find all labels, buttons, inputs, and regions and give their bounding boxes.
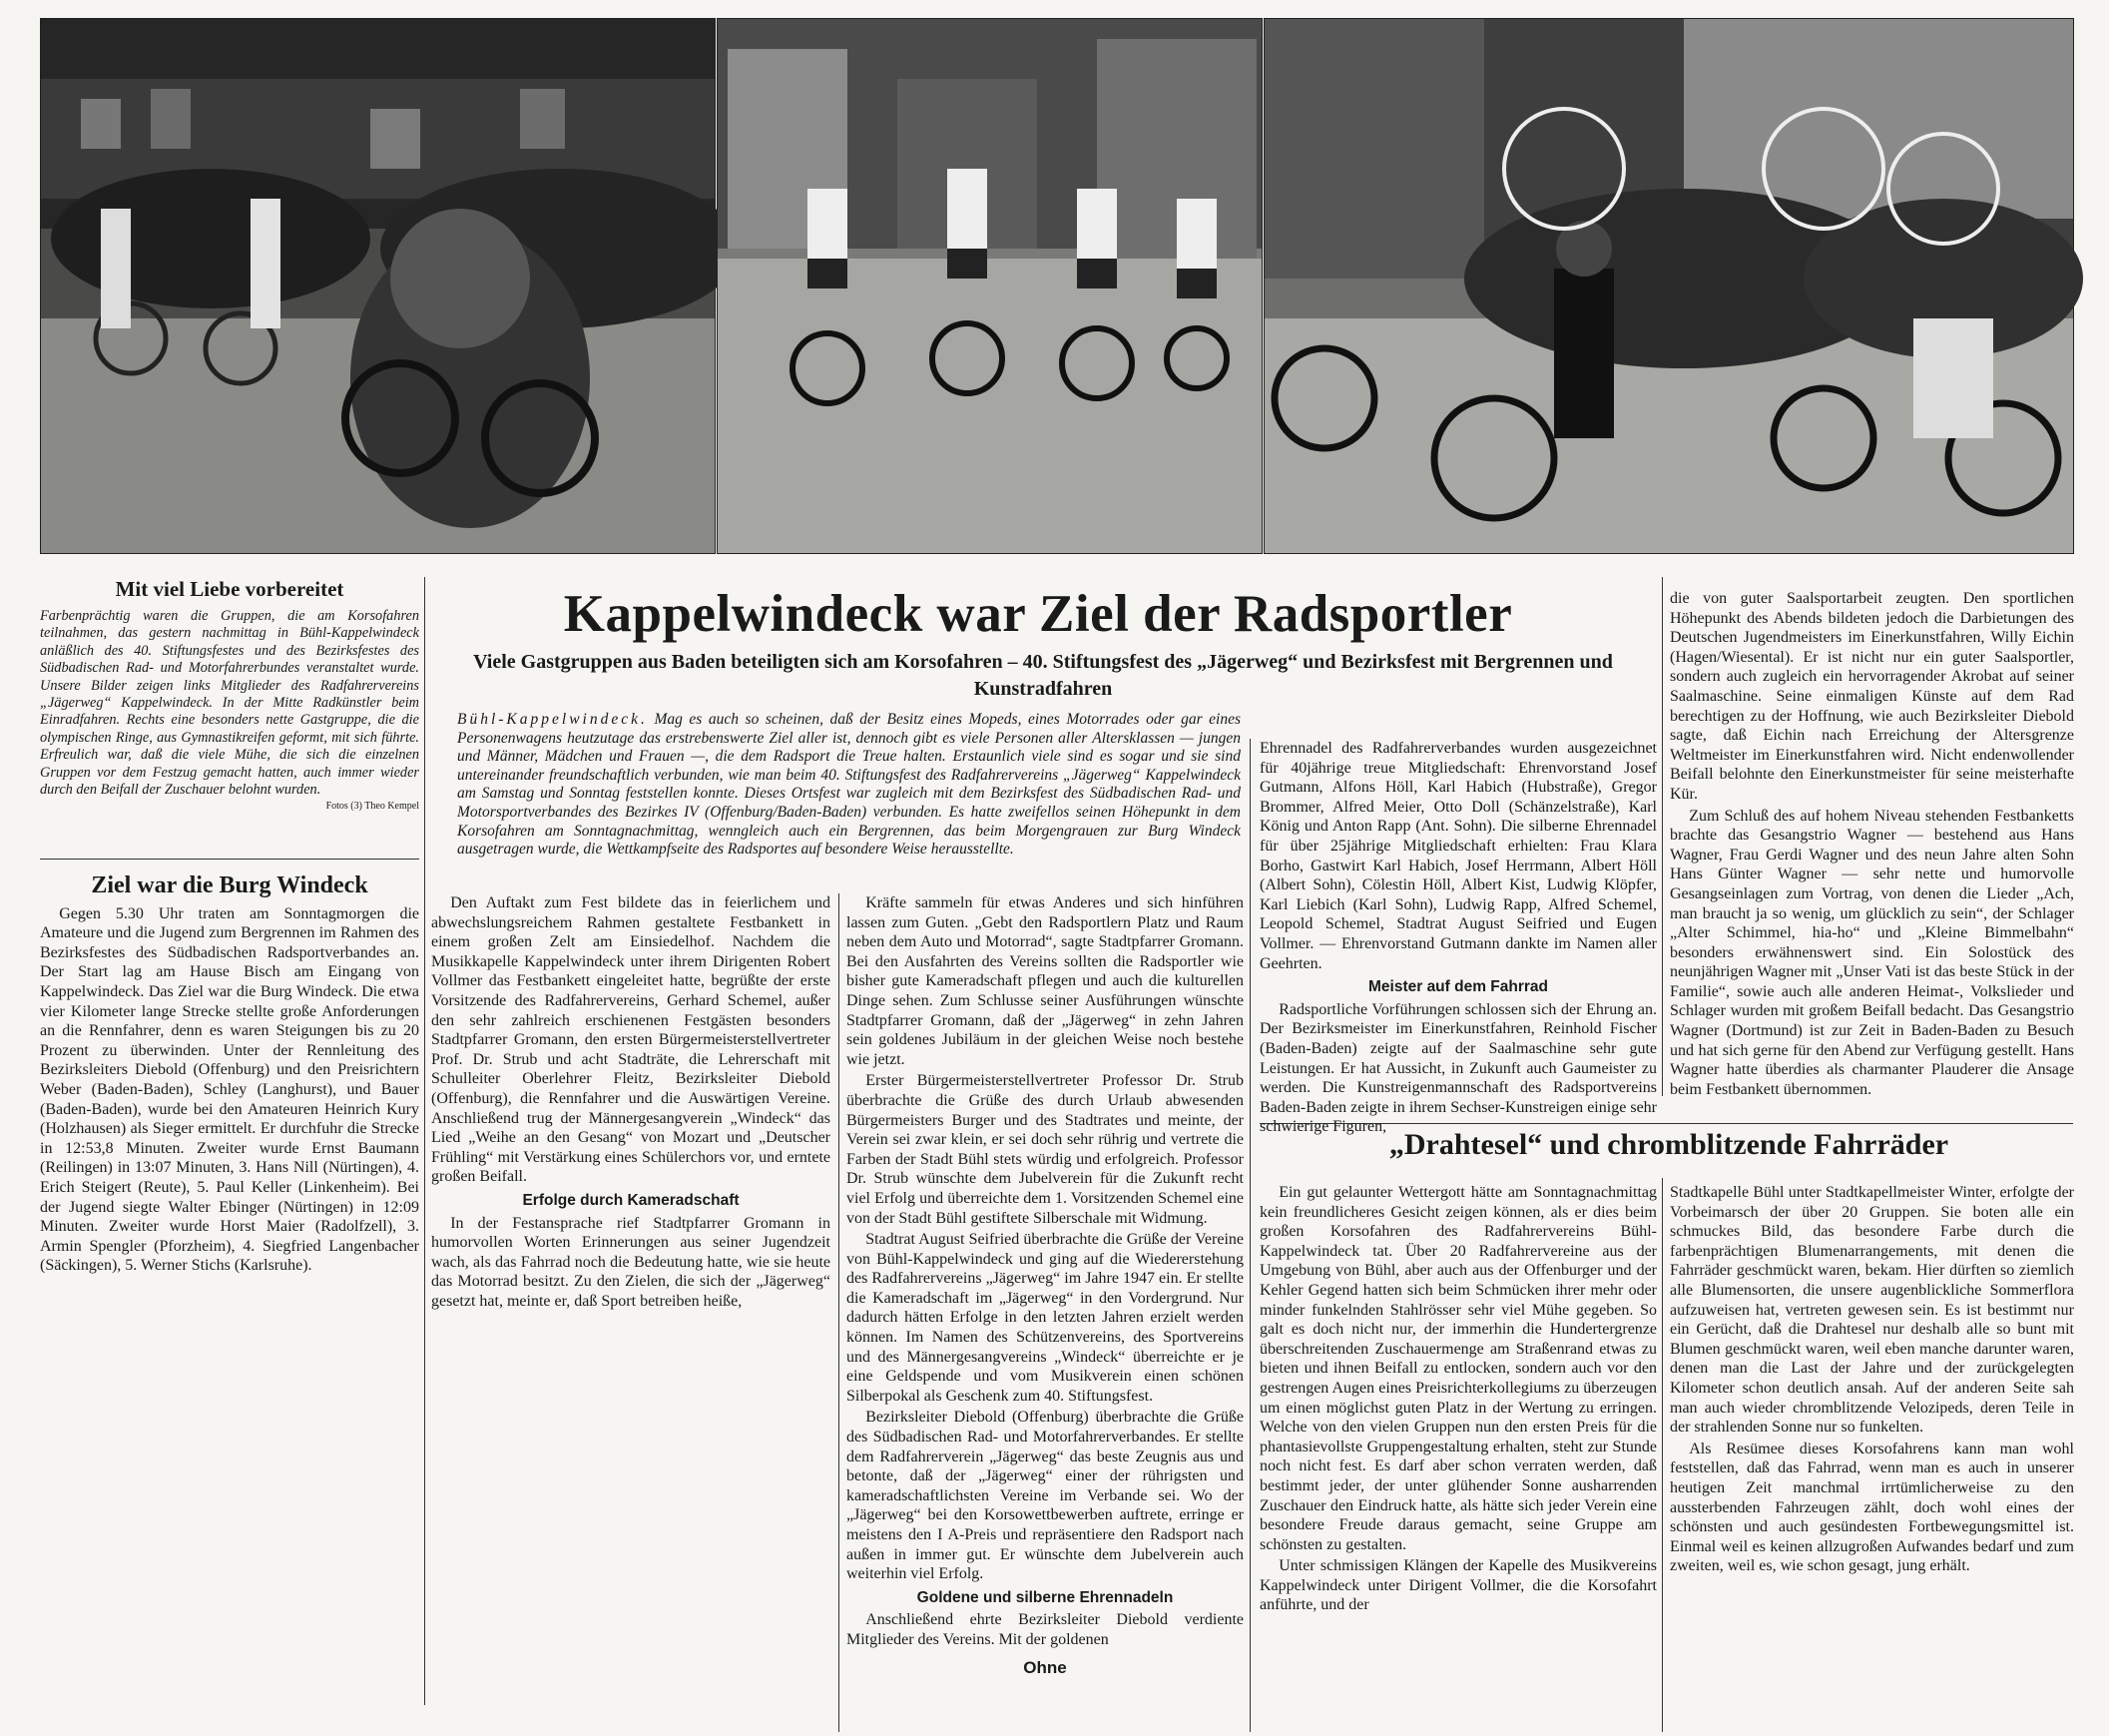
- column-rule: [1662, 1178, 1663, 1732]
- article-subheadline: Viele Gastgruppen aus Baden beteiligten sich am Korsofahren – 40. Stiftungsfest des „Jägerweg“ und Bezirksfest mit Bergrennen und Kunstradfahren: [473, 651, 1613, 700]
- paragraph: Unter schmissigen Klängen der Kapelle des Musikvereins Kappelwindeck unter Dirigent Vollmer, die die Korsofahrt anführte, und der: [1260, 1557, 1657, 1614]
- photo-olympic-rings-group: [1264, 18, 2074, 554]
- caption-title: Mit viel Liebe vorbereitet: [115, 577, 344, 601]
- paragraph: Ein gut gelaunter Wettergott hätte am Sonntagnachmittag kein freundlicheres Gesicht zeigen können, als er dies beim großen Korsofahren des Radfahrervereins Bühl-Kappelwindeck tat. Über 20 Radfahrervereine aus der Umgebung von Bühl, aber auch aus der Offenburger und der Kehler Gegend hatten sich beim Schmücken ihrer mehr oder minder funkelnden Stahlrösser sehr viel Mühe gegeben. So galt es doch nicht nur, der immerhin die Hundertergrenze überschreitenden Zuschauermenge am Straßenrand etwas zu bieten und ihnen Beifall zu entlocken, sondern auch vor den gestrengen Augen eines Preisrichterkollegiums zu überzeugen um einen möglichst guten Platz in der Wertung zu erringen. Welche von den vielen Gruppen nun den ersten Preis für die phantasievollste Gruppengestaltung erhalten, steht zur Stunde noch nicht fest. Es darf aber schon verraten werden, daß bestimmt jeder, der unter glühender Sonne ausharrenden Zuschauer den Eindruck hatte, als hätte sich jeder Verein eine besondere Freude daraus gemacht, seine Gruppe am schönsten zu gestalten.: [1260, 1184, 1657, 1553]
- column-rule: [1662, 577, 1663, 1096]
- paragraph: Ehrennadel des Radfahrerverbandes wurden ausgezeichnet für 40jährige treue Mitgliedschaft: Ehrenvorstand Josef Gutmann, Alfons Höll, Karl Habich (Hubstraße), Gregor Brommer, Alfred Meier, Otto Doll (Schänzelstraße), Karl König und Anton Rapp (Ant. Sohn). Die silberne Ehrennadel für über 25jährige Mitgliedschaft erhielten: Frau Klara Borho, Gastwirt Karl Habich, Josef Herrmann, Albert Höll (Albert Sohn), Cölestin Höll, Albert Kist, Ludwig Klöpfer, Karl Liebich (Karl Sohn), Ludwig Rapp, Alfred Schemel, Leopold Schemel, Stadtrat August Seifried und Eugen Vollmer. — Ehrenvorstand Gutmann dankte im Namen aller Geehrten.: [1260, 740, 1657, 972]
- ziel-section: [40, 872, 419, 1396]
- ziel-text: Gegen 5.30 Uhr traten am Sonntagmorgen die Amateure und die Jugend zum Bergrennen im Rahmen des Bezirksfestes des Südbadischen Radsportverbandes an. Der Start lag am Hause Bisch am Eingang von Kappelwindeck. Das Ziel war die Burg Windeck. Die etwa vier Kilometer lange Strecke stellte große Anforderungen an die Rennfahrer, denn es waren Steigungen bis zu 20 Prozent zu überwinden. Unter der Rennleitung des Bezirksleiters Diebold (Offenburg) und den Preisrichtern Weber (Baden-Baden), Schley (Langhurst), und Bauer (Baden-Baden), wurde bei den Amateuren Heinrich Kury (Holzhausen) als Sieger ermittelt. Er durchfuhr die Strecke in 12:53,8 Minuten. Zweiter wurde Ernst Baumann (Reilingen) in 13:07 Minuten, 3. Hans Nill (Nürtingen), 4. Erich Steigert (Reute), 5. Paul Keller (Linkenheim). Bei der Jugend siegte Walter Ebinger (Nürtingen) in 12:09 Minuten. Zweiter wurde Horst Maier (Radolfzell), 3. Armin Spengler (Pforzheim), 4. Siegfried Langenbacher (Säckingen), 5. Werner Stichs (Karlsruhe).: [40, 904, 419, 1275]
- photo-caption: [40, 577, 419, 847]
- column-rule: [1250, 739, 1251, 1732]
- column-rule: [424, 577, 425, 1705]
- paragraph: Kräfte sammeln für etwas Anderes und sich hinführen lassen zum Guten. „Gebt den Radsportlern Platz und Raum neben dem Auto und Motorrad“, sagte Stadtpfarrer Gromann. Bei den Ausfahrten des Vereins sollten die Radsportler wie bisher gute Kameradschaft pflegen und auch die kulturellen Dinge sehen. Zum Schlusse seiner Ausführungen wünschte Stadtpfarrer Gromann, daß der „Jägerweg“ in zehn Jahren sein goldenes Jubiläum in der gleichen Weise noch bestehe wie jetzt.: [846, 894, 1244, 1068]
- paragraph: die von guter Saalsportarbeit zeugten. Den sportlichen Höhepunkt des Abends bildeten jedoch die Darbietungen des Deutschen Jugendmeisters im Einerkunstfahren, Willy Eichin (Hagen/Wiesental). Er ist nicht nur ein guter Saalsportler, sondern auch zugleich ein hervorragender Akrobat auf seiner Saalmaschine. Seine einmaligen Künste auf dem Rad berechtigen zu der Hoffnung, wie auch Bezirksleiter Diebold sagte, daß Eichin nach Erreichung der Altersgrenze Weltmeister im Einerkunstfahren wird. Nicht endenwollender Beifall belohnte den Einerkunstmeister für seine meisterhafte Kür.: [1670, 590, 2074, 803]
- ziel-title: Ziel war die Burg Windeck: [91, 872, 368, 898]
- photo-unicyclists: [717, 18, 1263, 554]
- dateline: Bühl-Kappelwindeck.: [457, 711, 648, 728]
- article-lead: [457, 711, 1241, 885]
- section-rule: [40, 859, 419, 860]
- drahtesel-column-2: [1670, 1183, 2074, 1727]
- paragraph: Erster Bürgermeisterstellvertreter Professor Dr. Strub überbrachte die Grüße des durch Urlaub abwesenden Bürgermeisters Burger und des Stadtrates und meinte, der Verein sei zwar klein, er sei doch sehr rührig und vertrete die Farben der Stadt Bühl stets würdig und erfolgreich. Professor Dr. Strub wünschte dem Jubelverein für die Zukunft recht viel Erfolg und überreichte dem 1. Vorsitzenden Schemel eine von der Stadt Bühl gestiftete Silberschale mit Widmung.: [846, 1072, 1244, 1227]
- article-headline: Kappelwindeck war Ziel der Radsportler: [563, 585, 1513, 643]
- photo-credit: Fotos (3) Theo Kempel: [325, 801, 419, 813]
- paragraph: Als Resümee dieses Korsofahrens kann man wohl feststellen, daß das Fahrrad, wenn man es auch in unserer heutigen Zeit manchmal irrtümlicherweise zu den aussterbenden Fahrzeugen zählt, doch wohl eines der schönsten und auch gesündesten Fortbewegungsmittel ist. Einmal weil es keinen allzugroßen Aufwandes bedarf und zum zweiten, weil es, wie schon gesagt, jung erhält.: [1670, 1440, 2074, 1575]
- lead-text: Mag es auch so scheinen, daß der Besitz eines Mopeds, eines Motorrades oder gar eines Personenwagens heutzutage das erstrebenswerte Ziel aller ist, dennoch gibt es viele Personen aller Altersklassen — jungen und Männer, Mädchen und Frauen —, die dem Radsport die Treue halten. Erstaunlich viele sind es sogar und sie sind untereinander freundschaftlich verbunden, wie man beim 40. Stiftungsfest des Radfahrervereins „Jägerweg“ Kappelwindeck am Samstag und Sonntag feststellen konnte. Dieses Ortsfest war zugleich mit dem Bezirksfest des Südbadischen Rad- und Motorsportverbandes des Bezirkes IV (Offenburg/Baden-Baden) verbunden. Es hatte zweifellos seinen Höhepunkt in dem Korsofahren am Sonntagnachmittag, wenngleich auch ein Bergrennen, das beim Morgengrauen zur Burg Windeck ausgetragen wurde, die Wettkampfseite des Radsportes auf besondere Weise herausstellte.: [457, 711, 1242, 859]
- paragraph: In der Festansprache rief Stadtpfarrer Gromann in humorvollen Worten Erinnerungen aus seiner Jugendzeit wach, als das Fahrrad noch die Bedeutung hatte, wie sie heute das Motorrad besitzt. Zu den Zielen, die sich der „Jägerweg“ gesetzt hat, meinte er, daß Sport betreiben heiße,: [431, 1214, 830, 1310]
- drahtesel-column-1: [1260, 1183, 1657, 1727]
- paragraph: Den Auftakt zum Fest bildete das in feierlichem und abwechslungsreichem Rahmen gestaltete Festbankett in einem großen Zelt am Einsiedelhof. Nachdem die Musikkapelle Kappelwindeck unter ihrem Dirigenten Robert Vollmer das Festbankett eingeleitet hatte, begrüßte der erste Vorsitzende des Radfahrervereins, Gerhard Schemel, außer den sehr zahlreich erschienenen Festgästen besonders Stadtpfarrer Gromann, den ersten Bürgermeisterstellvertreter Prof. Dr. Strub und acht Stadträte, die Lehrerschaft mit Schulleiter Oberlehrer Fleitz, Bezirksleiter Diebold (Offenburg), die Rennfahrer und die Auswärtigen Vereine. Anschließend trug der Männergesangverein „Windeck“ das Lied „Weihe an den Gesang“ von Mozart und „Deutscher Frühling“ mit Verstärkung eines Schülerchors vor, und erntete großen Beifall.: [431, 894, 830, 1186]
- drahtesel-headline: „Drahtesel“ und chromblitzende Fahrräder: [1388, 1128, 1949, 1161]
- photo-bicycle-parade: [40, 18, 716, 554]
- column-rule: [838, 893, 839, 1732]
- subheading: Goldene und silberne Ehrennadeln: [916, 1588, 1174, 1606]
- paragraph: Stadtkapelle Bühl unter Stadtkapellmeister Winter, erfolgte der Vorbeimarsch der über 20 Gruppen. Sie boten alle ein schmuckes Bild, das besondere Farbe durch die farbenprächtigen Blumenarrangements, mit denen die Fahrräder geschmückt waren, bekam. Hier dürften so ziemlich alle Blumensorten, die unsere augenblickliche Sommerflora aufzuweisen hat, vertreten gewesen sein. Es ist bestimmt nur ein Gerücht, daß die Drahtesel nur deshalb alle so bunt mit Blumen geschmückt waren, weil eben manche darunter waren, denen man die Last der Jahre und der zurückgelegten Kilometer schon deutlich ansah. Auf der anderen Seite sah man auch wieder chromblitzende Velozipeds, deren Teile in der strahlenden Sonne nur so funkelten.: [1670, 1184, 2074, 1437]
- subheading: Meister auf dem Fahrrad: [1367, 978, 1549, 996]
- next-article-fragment: Ohne: [1023, 1657, 1067, 1677]
- article-column-4: [1670, 589, 2074, 1118]
- paragraph: Stadtrat August Seifried überbrachte die Grüße der Vereine von Bühl-Kappelwindeck und ging auf die Wiedererstehung des Radfahrervereins „Jägerweg“ im Jahre 1947 ein. Er stellte die Kameradschaft im „Jägerweg“ in den Vordergrund. Nur dadurch hätten Erfolge in den letzten Jahren erzielt werden können. Im Namen des Schützenvereins, des Sportvereins und des Männergesangvereins „Windeck“ überreichte er je eine Geldspende und vom Musikverein einen schönen Silberpokal als Geschenk zum 40. Stiftungsfest.: [846, 1231, 1244, 1405]
- subheading: Erfolge durch Kameradschaft: [522, 1191, 740, 1209]
- paragraph: Anschließend ehrte Bezirksleiter Diebold verdiente Mitglieder des Vereins. Mit der goldenen: [846, 1611, 1244, 1648]
- article-column-2: [846, 893, 1244, 1732]
- article-column-1: [431, 893, 830, 1627]
- paragraph: Radsportliche Vorführungen schlossen sich der Ehrung an. Der Bezirksmeister im Einerkunstfahren, Reinhold Fischer (Baden-Baden) zeigte auf der Saalmaschine sehr gute Leistungen. Er hat Aussicht, in Zukunft auch Gaumeister zu werden. Die Kunstreigenmannschaft des Radsportvereins Baden-Baden zeigte in ihrem Sechser-Kunstreigen einige sehr schwierige Figuren,: [1260, 1000, 1657, 1136]
- paragraph: Zum Schluß des auf hohem Niveau stehenden Festbanketts brachte das Gesangstrio Wagner — bestehend aus Hans Wagner, Frau Gerdi Wagner und des neun Jahre alten Sohn Hans Günter Wagner — sehr nette und humorvolle Gesangseinlagen zum Vortrag, von denen die Lieder „Ach, man braucht ja so wenig, um glücklich zu sein“, der Schlager „Alter Schimmel, hia-ho“ und „Kleine Bimmelbahn“ besonders erwähnenswert sind. Ein Solostück des neunjährigen Wagner mit „Unser Vati ist das beste Stück in der Familie“, sowie auch alle anderen Heimat-, Volkslieder und Schlager wurden mit großem Beifall bedacht. Das Gesangstrio Wagner (Dortmund) ist zur Zeit in Baden-Baden zu Besuch und hat sich gerne für den Abend zur Verfügung gestellt. Hans Wagner hatte überdies als charmanter Plauderer die Ansage beim Festbankett übernommen.: [1670, 807, 2074, 1098]
- paragraph: Bezirksleiter Diebold (Offenburg) überbrachte die Grüße des Südbadischen Rad- und Motorfahrerverbandes. Er stellte dem Radfahrerverein „Jägerweg“ das beste Zeugnis aus und betonte, daß der „Jägerweg“ einer der rührigsten und kameradschaftlichsten Vereine im Verbande sei. Wo der „Jägerweg“ bei den Korsowettbewerben auftrete, erringe er meistens den I A-Preis und repräsentiere den Radsport nach außen in immer gut. Er wünschte dem Jubelverein auch weiterhin viel Erfolg.: [846, 1409, 1244, 1583]
- article-column-3: [1260, 739, 1657, 1136]
- caption-text: Farbenprächtig waren die Gruppen, die am Korsofahren teilnahmen, das gestern nachmittag in Bühl-Kappelwindeck anläßlich des 40. Stiftungsfestes und des Bezirksfestes des Südbadischen Rad- und Motorfahrerbundes veranstaltet wurde. Unsere Bilder zeigen links Mitglieder des Radfahrervereins „Jägerweg“ Kappelwindeck. In der Mitte Radkünstler beim Einradfahren. Rechts eine besonders nette Gastgruppe, die die olympischen Ringe, aus Gymnastikreifen geformt, mit sich führte. Erfreulich war, daß die viele Mühe, die sich die einzelnen Gruppen vor dem Festzug gemacht hatten, auch immer wieder durch den Beifall der Zuschauer belohnt wurden.: [40, 608, 419, 799]
